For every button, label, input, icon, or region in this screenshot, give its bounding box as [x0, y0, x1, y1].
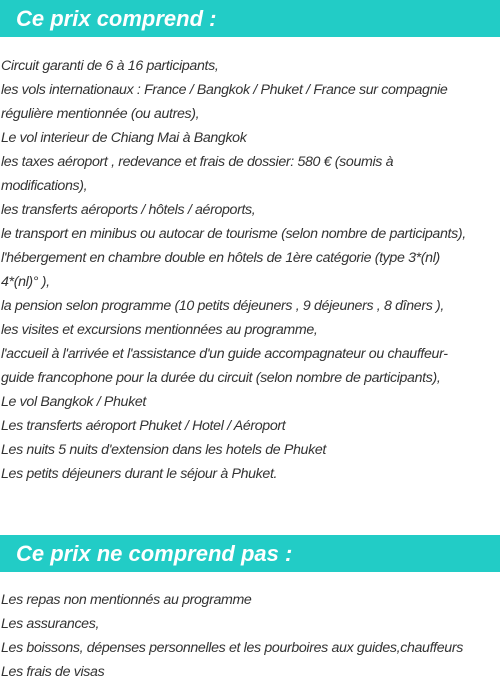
- list-item: Les repas non mentionnés au programme: [1, 592, 252, 608]
- list-item: le transport en minibus ou autocar de tourisme (selon nombre de participants),: [1, 226, 466, 242]
- list-item: modifications),: [1, 178, 88, 194]
- list-item: Les frais de visas: [1, 664, 105, 680]
- list-item: les vols internationaux : France / Bangkok / Phuket / France sur compagnie: [1, 82, 448, 98]
- list-item: les transferts aéroports / hôtels / aéroports,: [1, 202, 256, 218]
- list-item: Les petits déjeuners durant le séjour à Phuket.: [1, 466, 278, 482]
- excludes-section-header: Ce prix ne comprend pas :: [0, 535, 500, 572]
- list-item: Le vol Bangkok / Phuket: [1, 394, 146, 410]
- list-item: l'accueil à l'arrivée et l'assistance d'un guide accompagnateur ou chauffeur-: [1, 346, 448, 362]
- list-item: guide francophone pour la durée du circuit (selon nombre de participants),: [1, 370, 441, 386]
- list-item: Les assurances,: [1, 616, 100, 632]
- list-item: 4*(nl)° ),: [1, 274, 50, 290]
- list-item: Les nuits 5 nuits d'extension dans les hotels de Phuket: [1, 442, 326, 458]
- list-item: Les boissons, dépenses personnelles et les pourboires aux guides,chauffeurs: [1, 640, 463, 656]
- list-item: les visites et excursions mentionnées au programme,: [1, 322, 318, 338]
- list-item: Les transferts aéroport Phuket / Hotel / Aéroport: [1, 418, 286, 434]
- includes-section-header: Ce prix comprend :: [0, 0, 500, 37]
- list-item: Le vol interieur de Chiang Mai à Bangkok: [1, 130, 247, 146]
- excludes-list: [1, 588, 499, 684]
- list-item: les taxes aéroport , redevance et frais de dossier: 580 € (soumis à: [1, 154, 394, 170]
- list-item: Circuit garanti de 6 à 16 participants,: [1, 58, 219, 74]
- includes-list: [1, 54, 499, 486]
- list-item: l'hébergement en chambre double en hôtels de 1ère catégorie (type 3*(nl): [1, 250, 440, 266]
- list-item: régulière mentionnée (ou autres),: [1, 106, 200, 122]
- list-item: la pension selon programme (10 petits déjeuners , 9 déjeuners , 8 dîners ),: [1, 298, 444, 314]
